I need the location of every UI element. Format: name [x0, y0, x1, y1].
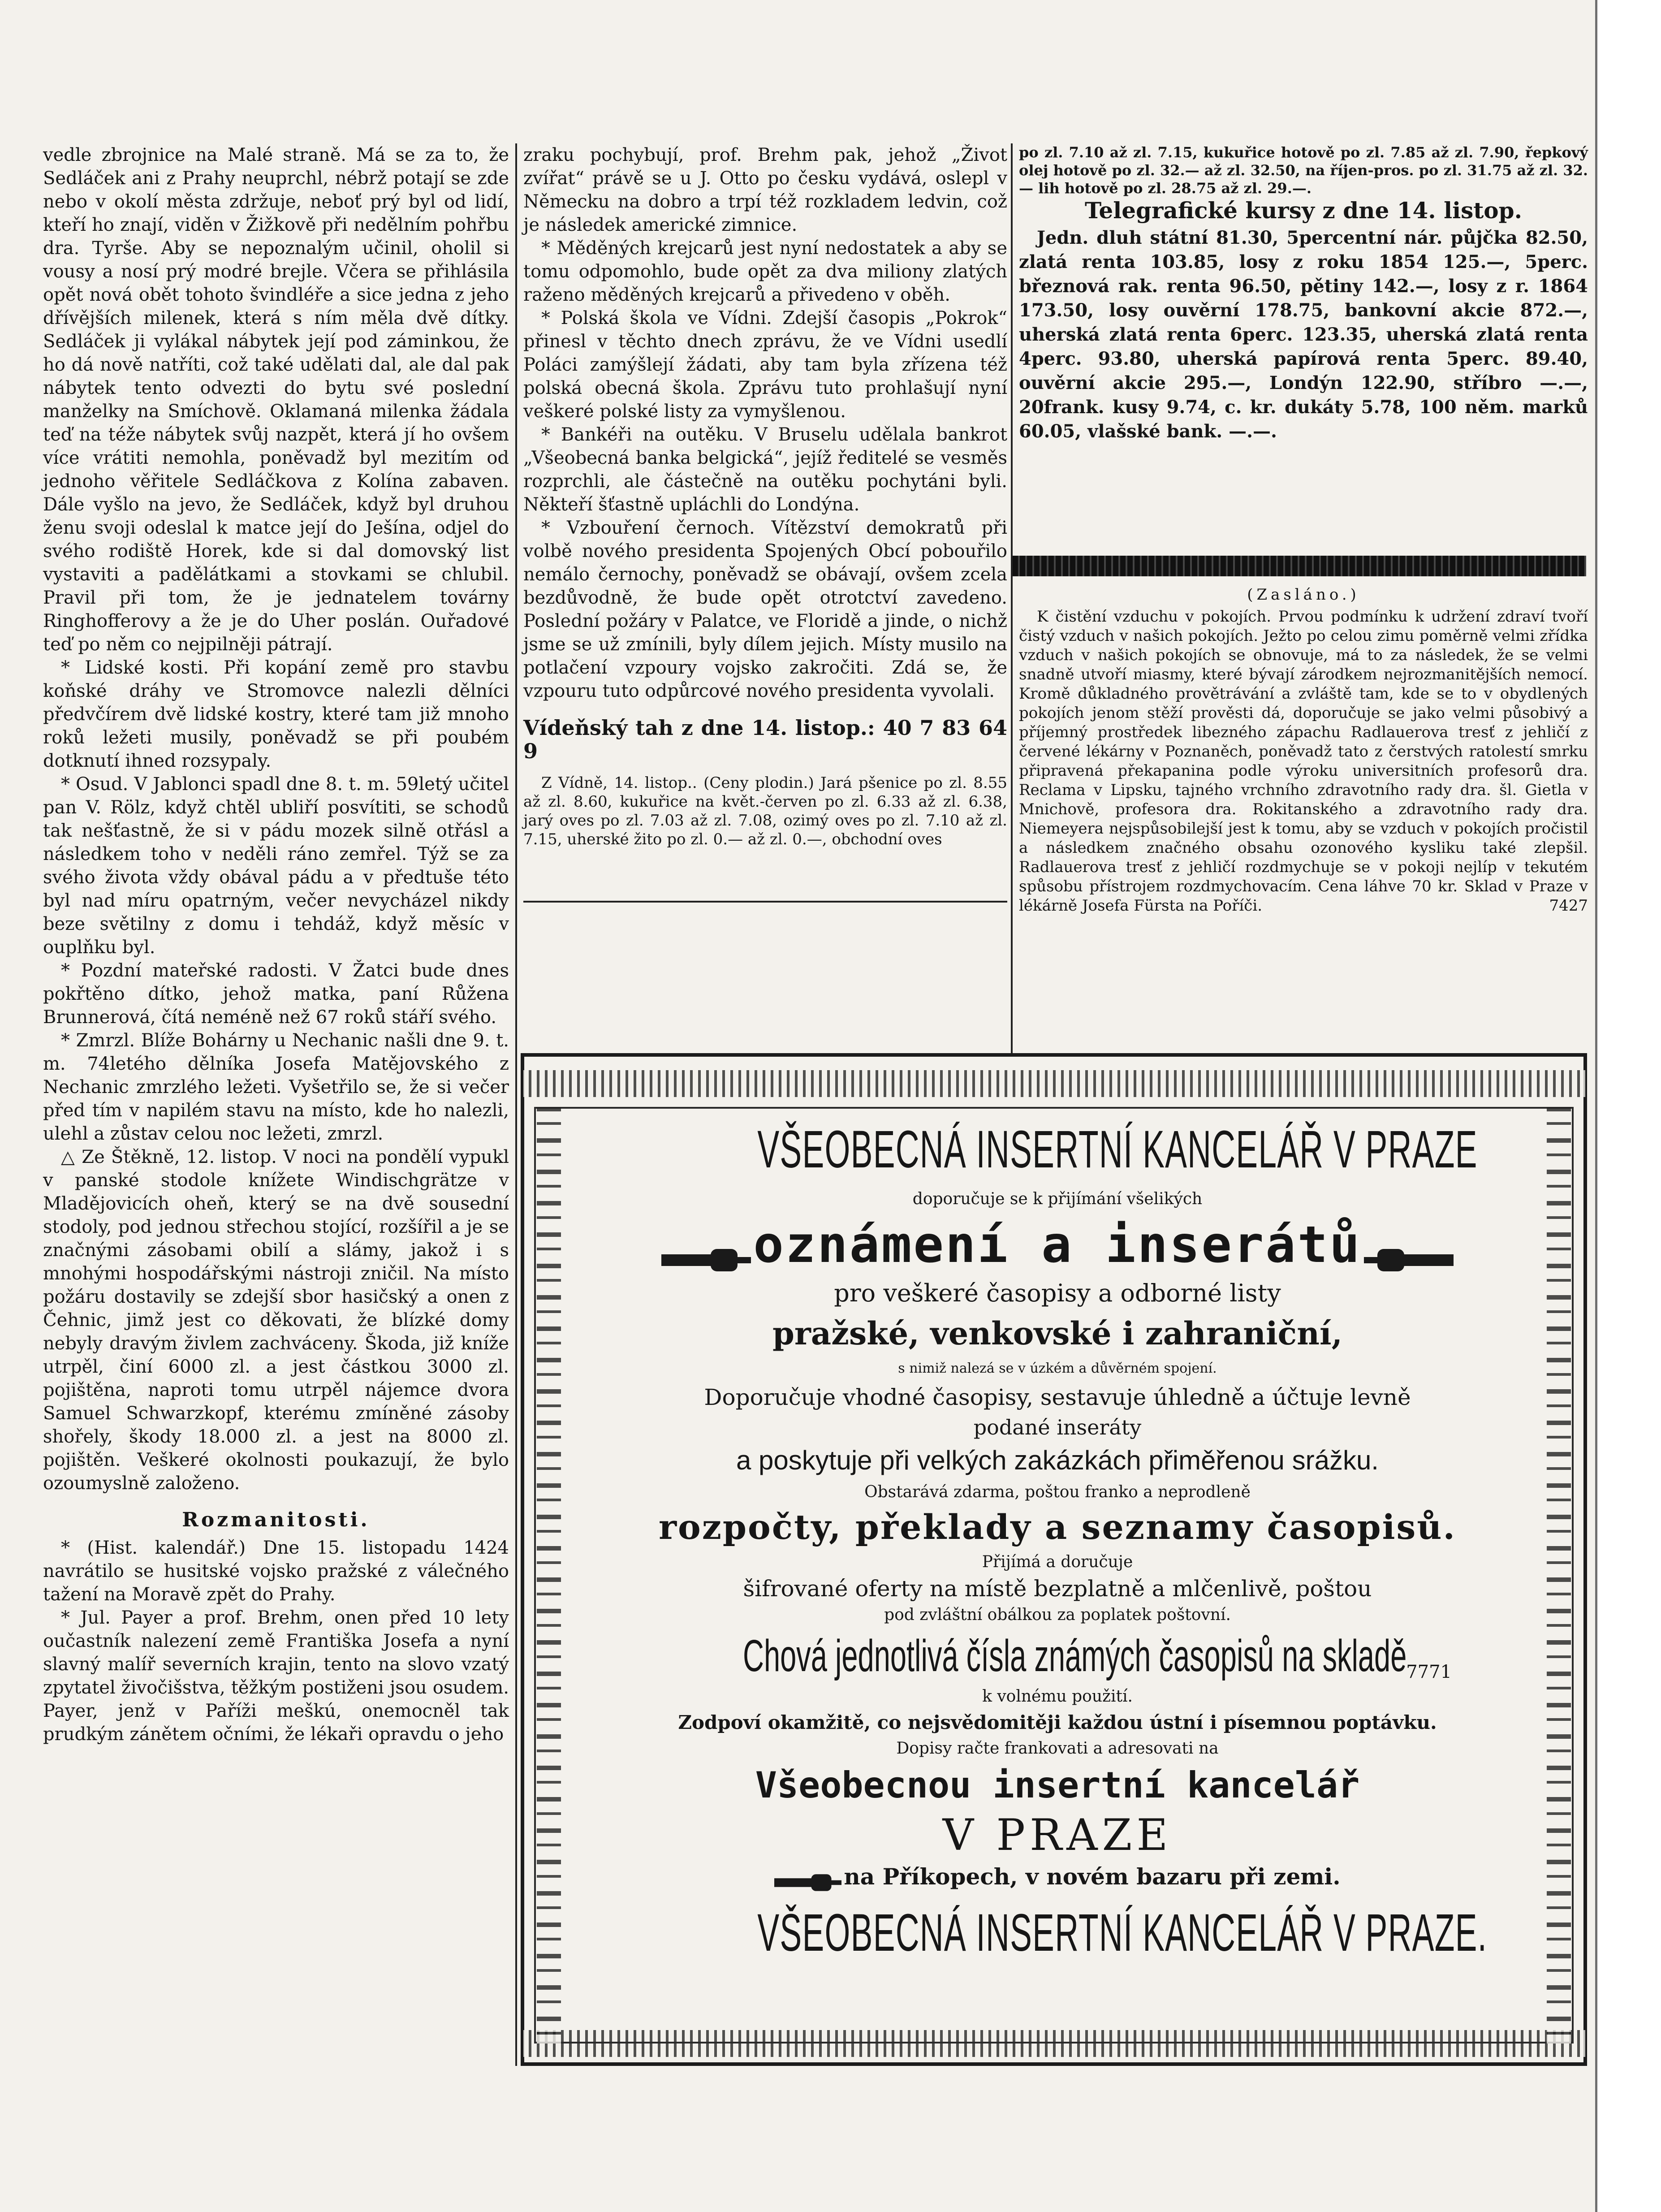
ad-line-7: podané inseráty — [973, 1415, 1142, 1439]
section-heading-rozmanitosti: Rozmanitosti. — [182, 1508, 370, 1531]
article-zmrzl: * Zmrzl. Blíže Bohárny u Nechanic našli dne 9. t. m. 74letého dělníka Josefa Matějovského z Nechanic zmrzlého ležeti. Vyšetřilo se, že si večer před tím v napilém stavu na místo, kde ho nalezli, ulehl a zůstav celou noc ležeti, zmrzl. — [43, 1030, 509, 1144]
ad-title: VŠEOBECNÁ INSERTNÍ KANCELÁŘ V PRAZE — [757, 1120, 1478, 1179]
ad-line-9: Obstarává zdarma, poštou franko a neprodleně — [864, 1483, 1251, 1501]
ornament-border-right — [1547, 1107, 1571, 2044]
column-2 — [523, 143, 1007, 849]
article-pozdni-radosti: * Pozdní mateřské radosti. V Žatci bude dnes pokřtěno dítko, jehož matka, paní Růžena Brunnerová, čítá neméně než 67 roků stáří svého. — [43, 960, 509, 1028]
ad-line-18: Všeobecnou insertní kancelář — [755, 1764, 1360, 1806]
ad-line-4: pražské, venkovské i zahraniční, — [772, 1315, 1343, 1352]
column-rule-2 — [1011, 143, 1013, 1053]
ad-line-20: na Příkopech, v novém bazaru při zemi. — [844, 1863, 1341, 1890]
zaslano-heading: (Zasláno.) — [1247, 586, 1360, 604]
column-1 — [43, 143, 509, 1746]
article-payer-brehm: * Jul. Payer a prof. Brehm, onen před 10 lety oučastník nalezení země Františka Josefa a nyní slavný malíř severních krajin, tento na slovo vzatý zpytatel živočišstva, těžkým postiženi jsou osudem. Payer, jenž v Paříži meškú, onemocněl tak prudkým zánětem očními, že lékaři opravdu o jeho — [43, 1607, 509, 1745]
zaslano-text: K čistění vzduchu v pokojích. Prvou podmínku k udržení zdraví tvoří čistý vzduch v našich pokojích. Ježto po celou zimu poměrně velmi zřídka vzduch v našich pokojích se obnovuje, má to za následek, že se velmi snadně utvoří miasmy, které bývají zárodkem nejrozmanitějších nemocí. Kromě důkladného provětrávání a zvláště tam, kde se to v obydlených pokojích jenom stěží prověsti dá, doporučuje se jako velmi působivý a příjemný prostředek libezného zápachu Radlauerova tresť z jehličí z červené lékárny v Poznaněch, poněvadž tato z čerstvých ratolestí smrku připravená překapanina podle výroku universitních profesorů dra. Reclama v Lipsku, tajného vrchního zdravotního rady dra. šl. Gietla v Mnichově, profesora dra. Rokitanského a zdravotního rady dra. Niemeyera nejspůsobilejší jest k tomu, aby se vzduch v pokojích pročistil a následkem značného obsahu ozonového kysliku také zlepšil. Radlauerova tresť z jehličí rozdmychuje se v pokoji nejlíp v tekutém spůsobu přístrojem rozdmychovacím. Cena láhve 70 kr. Sklad v Praze v lékárně Josefa Fürsta na Poříči. — [1019, 608, 1588, 915]
ornament-border-top — [521, 1070, 1587, 1097]
ornament-border-left — [537, 1107, 561, 2044]
article-brehm-cont: zraku pochybují, prof. Brehm pak, jehož „Život zvířat“ právě se u J. Otto po česku vydává, oslepl v Německu na dobro a trpí též rozkladem ledvin, což je následek americké zimnice. — [523, 145, 1007, 235]
ad-number: 7771 — [1406, 1662, 1452, 1682]
article-medene-krejcary: * Měděných krejcarů jest nyní nedostatek a aby se tomu odpomohlo, bude opět za dva miliony zlatých raženo měděných krejcarů a přivedeno v oběh. — [523, 238, 1007, 305]
ad-line-17: Dopisy račte frankovati a adresovati na — [896, 1739, 1219, 1758]
article-polska-skola: * Polská škola ve Vídni. Zdejší časopis „Pokrok“ přinesl v těchto dnech zprávu, že ve Vídni usedlí Poláci zamýšlejí žádati, aby tam byla zřízena též polská obecná škola. Zprávu tuto prohlašují nyní veškeré polské listy za vymyšlenou. — [523, 308, 1007, 422]
pointing-hand-left-icon — [1364, 1244, 1454, 1276]
ad-oznameni-row — [574, 1214, 1541, 1276]
article-sedlacek: vedle zbrojnice na Malé straně. Má se za to, že Sedláček ani z Prahy neuprchl, nébrž potají se zde nebo v okolí města zdržuje, neboť prý byl od lidí, kteří ho znají, viděn v Žižkově při nedělním pohřbu dra. Tyrše. Aby se nepoznalým učinil, oholil si vousy a nosí prý modré brejle. Včera se přihlásila opět nová obět tohoto švindléře a sice jedna z jeho dřívějších milenek, která s ním měla dvě dítky. Sedláček ji vylákal nábytek její pod záminkou, že ho dá nově natříti, což také udělati dal, ale dal pak nábytek tento odvezti do bytu své poslední manželky na Smíchově. Oklamaná milenka žádala teď na téže nábytek svůj nazpět, která jí ho ovšem více vrátiti nemohla, poněvadž byl mezitím od jednoho věřitele Sedláčkova z Kolína zabaven. Dále vyšlo na jevo, že Sedláček, když byl druhou ženu svoji odeslal k matce její do Ješína, odjel do svého rodiště Horek, kde si dal domovský list vystaviti a padělátkami a stovkami se chlubil. Pravil při tom, že je jednatelem továrny Ringhofferovy a že je do Uher poslán. Ouřadové teď po něm co nejpilněji pátrají. — [43, 145, 509, 655]
article-osud: * Osud. V Jablonci spadl dne 8. t. m. 59letý učitel pan V. Rölz, když chtěl ubliří posvítiti, se schodů tak nešťastně, že si v pádu mozek silně otřásl a následkem toho v neděli ráno zemřel. Týž se za svého života vždy obával pádu a v předtuše této byl nad míru opatrným, večer nevycházel nikdy beze světilny z domu i tehdáž, když měsíc v ouplňku byl. — [43, 774, 509, 958]
zaslano-number: 7427 — [1549, 897, 1588, 915]
column-rule-1 — [515, 143, 517, 2066]
ad-line-5: s nimiž nalezá se v úzkém a důvěrném spojení. — [898, 1361, 1217, 1376]
article-hist-kalendar: * (Hist. kalendář.) Dne 15. listopadu 1424 navrátilo se husitské vojsko pražské z válečného tažení na Moravě zpět do Prahy. — [43, 1538, 509, 1605]
ad-line-13: pod zvláštní obálkou za poplatek poštovní. — [884, 1606, 1231, 1624]
column-3-zaslano — [1019, 583, 1588, 916]
ad-line-14: Chová jednotlivá čísla známých časopisů na skladě — [743, 1631, 1407, 1681]
ad-line-1: doporučuje se k přijímání všelikých — [912, 1190, 1203, 1208]
ad-line-6: Doporučuje vhodné časopisy, sestavuje úhledně a účtuje levně — [704, 1384, 1411, 1410]
article-lidske-kosti: * Lidské kosti. Při kopání země pro stavbu koňské dráhy ve Stromovce nalezli dělníci předvčírem dvě lidské kostry, které tam již mnoho roků ležeti musily, poněvadž se při poubém dotknutí ihned rozsypaly. — [43, 657, 509, 771]
ad-line-11: Přijímá a doručuje — [982, 1553, 1133, 1571]
tah-rule — [523, 901, 1007, 903]
telegraph-rates-heading: Telegrafické kursy z dne 14. listop. — [1084, 197, 1523, 224]
grain-prices: Z Vídně, 14. listop.. (Ceny plodin.) Jará pšenice po zl. 8.55 až zl. 8.60, kukuřice na květ.-červen po zl. 6.33 až zl. 6.38, jarý oves po zl. 7.03 až zl. 7.08, ozimý oves po zl. 7.10 až zl. 7.15, uherské žito po zl. 0.— až zl. 0.—, obchodní oves — [523, 774, 1007, 848]
article-bankeri: * Bankéři na outěku. V Bruselu udělala bankrot „Všeobecná banka belgická“, jejíž ředitelé se vesměs rozprchli, ale částečně na outěku pochytáni byli. Někteří šťastně upláchli do Londýna. — [523, 424, 1007, 515]
ad-line-3: pro veškeré časopisy a odborné listy — [834, 1279, 1281, 1307]
ad-line-8: a poskytuje při velkých zakázkách přiměřenou srážku. — [736, 1445, 1379, 1475]
market-prices: po zl. 7.10 až zl. 7.15, kukuřice hotově po zl. 7.85 až zl. 7.90, řepkový olej hotově po zl. 32.— až zl. 32.50, na říjen-pros. po zl. 31.75 až zl. 32.— lih hotově po zl. 28.75 až zl. 29.—. — [1019, 144, 1588, 197]
article-vzboureni: * Vzbouření černoch. Vítězství demokratů při volbě nového presidenta Spojených Obcí pobouřilo nemálo černochy, poněvadž se obávají, ovšem zcela bezdůvodně, že bude opět otrotctví zavedeno. Poslední požáry v Palatce, ve Floridě a jinde, o nichž jsme se už zmínili, byly dílem jejich. Místy musilo na potlačení vzpoury vojsko zakročiti. Zdá se, že vzpouru tuto odpůrcové nového presidenta vyvolali. — [523, 518, 1007, 701]
ad-address-row — [574, 1860, 1541, 1895]
ad-line-19: V PRAZE — [942, 1810, 1173, 1860]
pointing-hand-right-icon — [774, 1871, 841, 1895]
advertisement-content — [574, 1116, 1541, 2035]
ad-line-12: šifrované oferty na místě bezplatně a mlčenlivě, poštou — [743, 1576, 1372, 1602]
telegraph-rates: Jedn. dluh státní 81.30, 5percentní nár. půjčka 82.50, zlatá renta 103.85, losy z roku 1854 125.—, 5perc. březnová rak. renta 96.50, pětiny 142.—, losy z r. 1864 173.50, losy ouvěrní 178.75, bankovní akcie 872.—, uherská zlatá renta 6perc. 123.35, uherská zlatá renta 4perc. 93.80, uherská papírová renta 5perc. 89.40, ouvěrní akcie 295.—, Londýn 122.90, stříbro —.—, 20frank. kusy 9.74, c. kr. dukáty 5.78, 100 něm. marků 60.05, vlašské bank. —.—. — [1019, 227, 1588, 442]
vienna-lottery: Vídeňský tah z dne 14. listop.: 40 7 83 64 9 — [523, 716, 1007, 763]
article-ze-stekne: △ Ze Štěkně, 12. listop. V noci na pondělí vypukl v panské stodole knížete Windischgrätze v Mladějovicích oheň, který se na dvě sousední stodoly, pod jednou střechou stojící, rozšířil a je se značnými zásobami obilí a slámy, jakož i s mnohými hospodářskými nástroji zničil. Na místo požáru dostavily se zdejší sbor hasičský a onen z Čehnic, jimž jest co děkovati, že blízké domy nebyly dravým živlem zachváceny. Škoda, již kníže utrpěl, činí 6000 zl. a jest částkou 3000 zl. pojištěna, naproti tomu utrpěl nájemce dvora Samuel Schwarzkopf, kterému zmíněné zásoby shořely, škody 18.000 zl. a jest na 8000 zl. pojištěn. Veškeré okolnosti poukazují, že bylo ozoumyslně založeno. — [43, 1147, 509, 1494]
pointing-hand-right-icon — [661, 1244, 751, 1276]
ad-bottom-title: VŠEOBECNÁ INSERTNÍ KANCELÁŘ V PRAZE. — [757, 1903, 1488, 1962]
ad-line-10: rozpočty, překlady a seznamy časopisů. — [658, 1507, 1457, 1547]
ad-line-15: k volnému použití. — [982, 1687, 1133, 1706]
scan-margin — [1597, 0, 1661, 2212]
ad-oznameni: oznámení a inserátů — [753, 1216, 1362, 1274]
ad-line-16: Zodpoví okamžitě, co nejsvědomitěji každou ústní i písemnou poptávku. — [678, 1711, 1437, 1733]
section-divider — [1013, 556, 1586, 576]
column-3 — [1019, 143, 1588, 444]
